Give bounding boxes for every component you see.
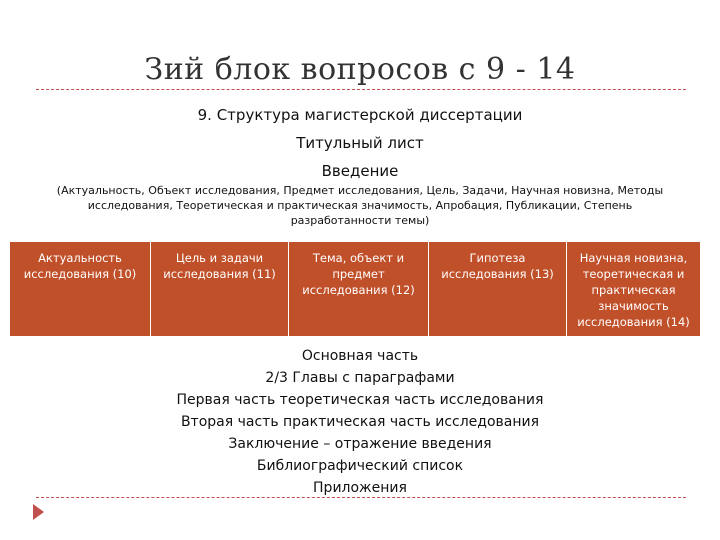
outline-item: Библиографический список [256, 458, 464, 474]
box-topic-object-subject: Тема, объект и предмет исследования (12) [288, 242, 428, 336]
triangle-arrow-icon [33, 504, 44, 520]
outline-item: Заключение – отражение введения [228, 436, 492, 452]
slide-title: Зий блок вопросов с 9 - 14 [144, 52, 576, 87]
question-boxes-row [10, 242, 700, 336]
introduction-components-note: (Актуальность, Объект исследования, Предмет исследования, Цель, Задачи, Научная новизна, Методы исследования, Теоретическая и практическая значимость, Апробация, Публикации, Степень разработанности темы) [56, 184, 664, 227]
outline-item: Основная часть [301, 348, 419, 364]
bottom-dashed-divider [36, 497, 686, 498]
box-relevance: Актуальность исследования (10) [10, 242, 150, 336]
title-page-line: Титульный лист [296, 134, 424, 152]
box-hypothesis: Гипотеза исследования (13) [428, 242, 566, 336]
box-goal-tasks: Цель и задачи исследования (11) [150, 242, 288, 336]
box-novelty-significance: Научная новизна, теоретическая и практическая значимость исследования (14) [566, 242, 700, 336]
outline-item: Вторая часть практическая часть исследования [180, 414, 540, 430]
structure-heading: 9. Структура магистерской диссертации [197, 106, 523, 124]
outline-item: 2/3 Главы с параграфами [265, 370, 455, 386]
top-dashed-divider [36, 89, 686, 90]
introduction-line: Введение [321, 162, 399, 180]
thesis-outline [0, 345, 720, 499]
outline-item: Первая часть теоретическая часть исследования [176, 392, 544, 408]
intro-block [0, 101, 720, 185]
outline-item: Приложения [313, 480, 407, 496]
